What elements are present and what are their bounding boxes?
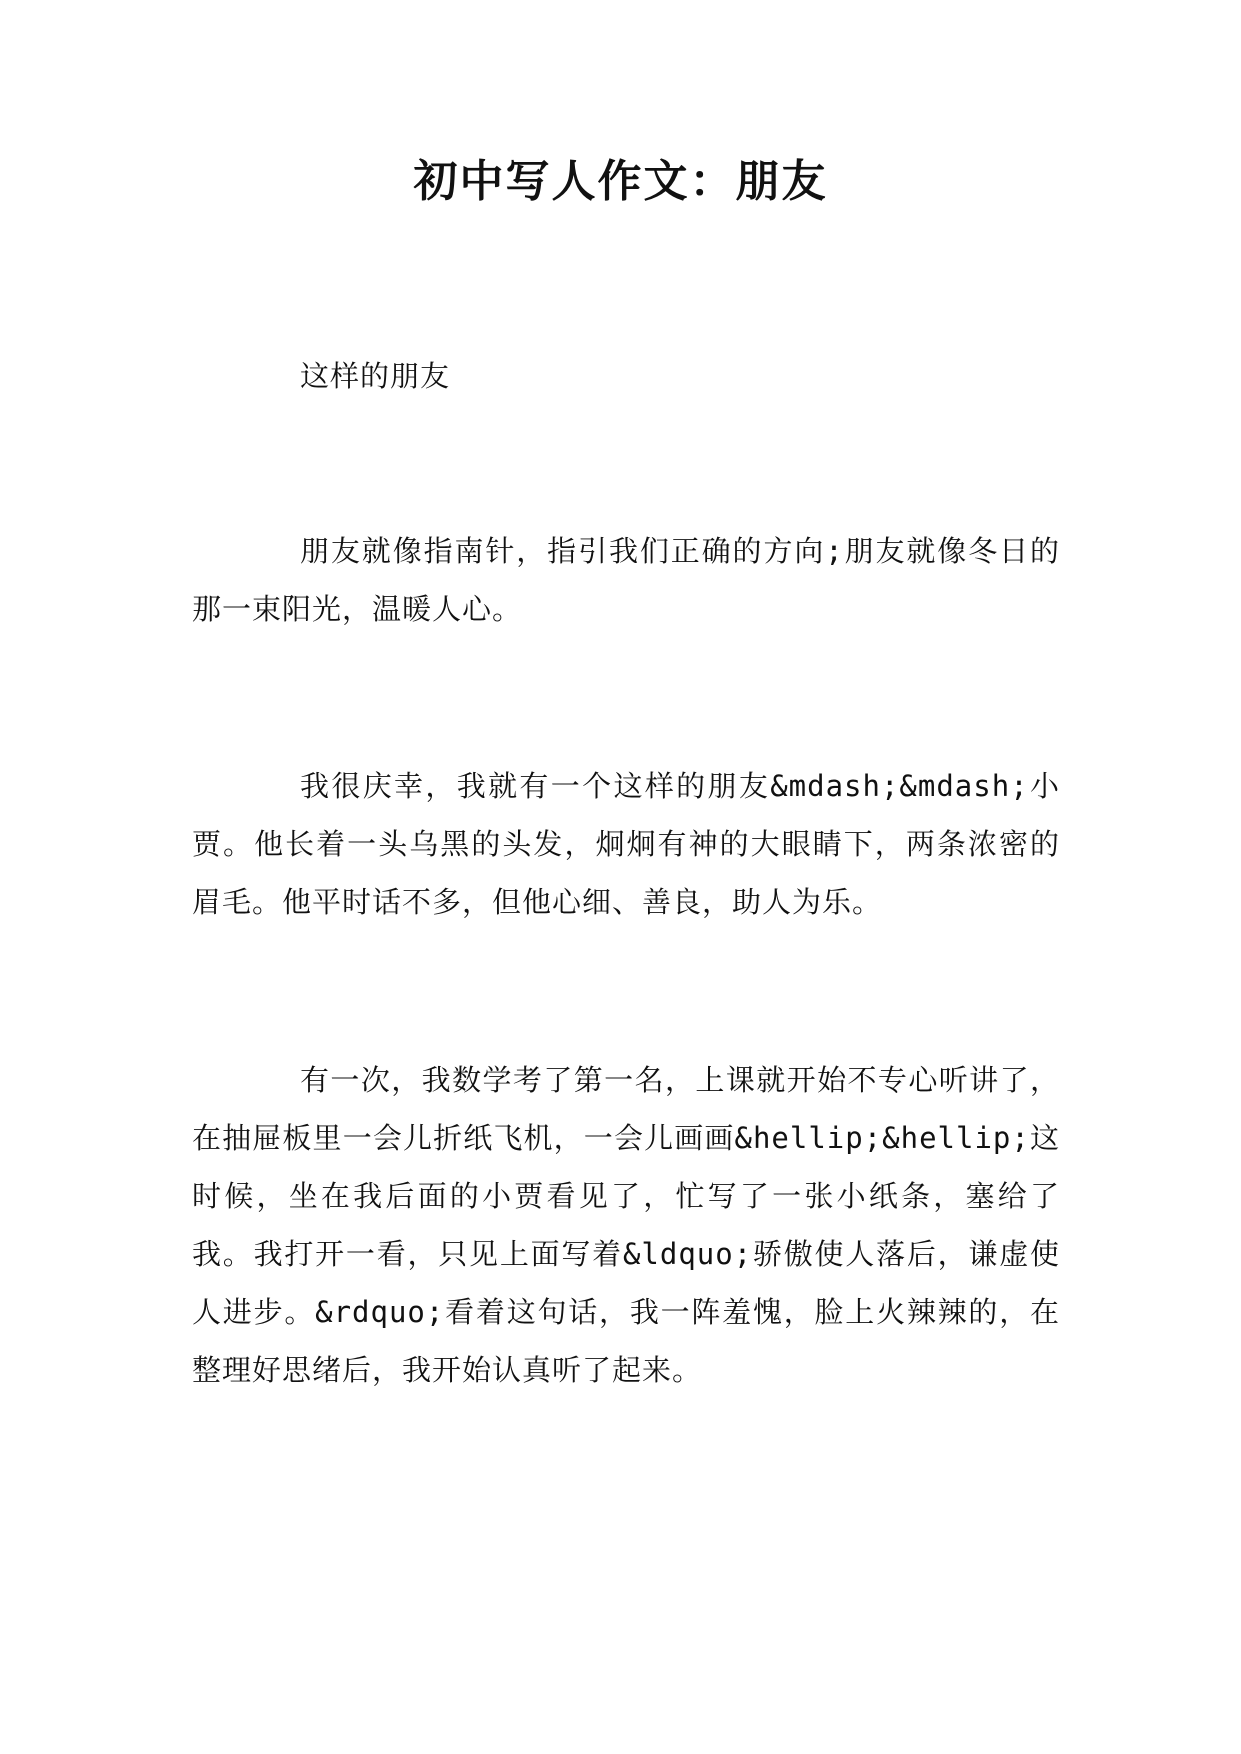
paragraph-subtitle: 这样的朋友 — [300, 359, 451, 393]
paragraph: 朋友就像指南针，指引我们正确的方向;朋友就像冬日的那一束阳光，温暖人心。 — [192, 534, 1060, 626]
paragraph: 我很庆幸，我就有一个这样的朋友&mdash;&mdash;小贾。他长着一头乌黑的头发，炯炯有神的大眼睛下，两条浓密的眉毛。他平时话不多，但他心细、善良，助人为乐。 — [192, 769, 1060, 919]
paragraph: 有一次，我数学考了第一名，上课就开始不专心听讲了，在抽屉板里一会儿折纸飞机，一会儿画画&hellip;&hellip;这时候，坐在我后面的小贾看见了，忙写了一张小纸条，塞给了我。我打开一看，只见上面写着&ldquo;骄傲使人落后，谦虚使人进步。&rdquo;看着这句话，我一阵羞愧，脸上火辣辣的，在整理好思绪后，我开始认真听了起来。 — [192, 1063, 1060, 1387]
document-title: 初中写人作文：朋友 — [413, 156, 828, 207]
